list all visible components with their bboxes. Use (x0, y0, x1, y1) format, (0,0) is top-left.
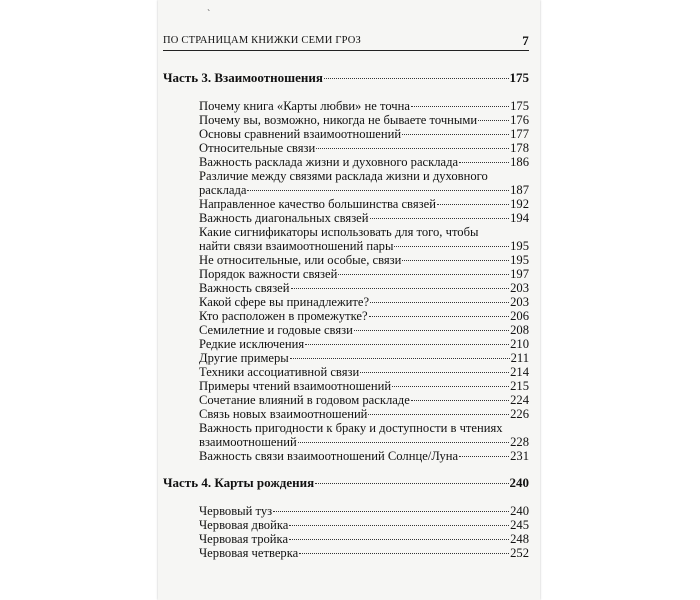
dot-leader (298, 442, 509, 443)
toc-entry-label: Семилетние и годовые связи (199, 323, 353, 337)
toc-entry (199, 407, 529, 421)
toc-entry-first-line: Различие между связями расклада жизни и духовного (199, 169, 488, 183)
toc-entry-label: Почему вы, возможно, никогда не бываете точными (199, 113, 478, 127)
toc-page-number: 187 (510, 183, 529, 197)
toc-entry (199, 337, 529, 351)
toc-entry (199, 518, 529, 532)
dot-leader (370, 218, 510, 219)
dot-leader (411, 106, 509, 107)
dot-leader (324, 78, 509, 79)
toc-page-number: 252 (510, 546, 529, 560)
toc-entry-label: Какой сфере вы принадлежите? (199, 295, 370, 309)
toc-page-number: 197 (510, 267, 529, 281)
toc-entry (199, 99, 529, 113)
toc-entry (199, 393, 529, 407)
toc-entry (199, 155, 529, 169)
dot-leader (369, 316, 510, 317)
toc-entry (199, 211, 529, 225)
toc-entry-label: Червовая четверка (199, 546, 299, 560)
toc-entry-label: Часть 3. Взаимоотношения (163, 70, 323, 85)
toc-entry (199, 253, 529, 267)
toc-page-number: 203 (510, 295, 529, 309)
header-rule (163, 50, 529, 51)
toc-entry-label: Важность расклада жизни и духовного расклада (199, 155, 459, 169)
toc-page-number: 224 (510, 393, 529, 407)
toc-entry-label: Порядок важности связей (199, 267, 338, 281)
toc-page-number: 177 (510, 127, 529, 141)
toc-entry-label: Относительные связи (199, 141, 316, 155)
toc-page-number: 176 (510, 113, 529, 127)
toc-entry (199, 281, 529, 295)
dot-leader (299, 553, 509, 554)
toc-entry-label: Редкие исключения (199, 337, 305, 351)
toc-page-number: 228 (510, 435, 529, 449)
toc-page-number: 240 (509, 475, 529, 490)
dot-leader (316, 148, 509, 149)
toc-entry (199, 546, 529, 560)
toc-page-number: 210 (510, 337, 529, 351)
toc-entry-label: Сочетание влияний в годовом раскладе (199, 393, 410, 407)
toc-entry (199, 183, 529, 197)
toc-entry (199, 435, 529, 449)
toc-page-number: 211 (510, 351, 529, 365)
toc-page-number: 178 (510, 141, 529, 155)
dot-leader (411, 400, 509, 401)
toc-entry-label: Основы сравнений взаимоотношений (199, 127, 402, 141)
toc-entry-label: Важность диагональных связей (199, 211, 369, 225)
toc-page-number: 231 (510, 449, 529, 463)
dot-leader (338, 274, 509, 275)
running-title: ПО СТРАНИЦАМ КНИЖКИ СЕМИ ГРОЗ (163, 35, 362, 46)
page-number: 7 (522, 33, 529, 48)
toc-entry-label: Червовая двойка (199, 518, 289, 532)
toc-entry-label: Кто расположен в промежутке? (199, 309, 368, 323)
toc-entry (199, 365, 529, 379)
toc-page-number: 192 (510, 197, 529, 211)
toc-entry (199, 267, 529, 281)
toc-entry (199, 532, 529, 546)
dot-leader (290, 358, 510, 359)
page-speck: ` (207, 9, 211, 20)
toc-entry-label: найти связи взаимоотношений пары (199, 239, 394, 253)
toc-page-number: 186 (510, 155, 529, 169)
toc-entry (199, 141, 529, 155)
toc-entry-label: Другие примеры (199, 351, 289, 365)
dot-leader (247, 190, 509, 191)
toc-page-number: 175 (510, 99, 529, 113)
toc-page-number: 226 (510, 407, 529, 421)
toc-part-4 (163, 476, 529, 490)
toc-entry (199, 309, 529, 323)
dot-leader (402, 134, 509, 135)
toc-page-number: 245 (510, 518, 529, 532)
toc-part-3 (163, 71, 529, 85)
toc-page-number: 195 (510, 253, 529, 267)
toc-entry-label: Примеры чтений взаимоотношений (199, 379, 392, 393)
dot-leader (305, 344, 509, 345)
dot-leader (402, 260, 509, 261)
dot-leader (478, 120, 509, 121)
toc-entry (199, 113, 529, 127)
toc-entry-first-line: Важность пригодности к браку и доступности в чтениях (199, 421, 503, 435)
toc-entry-label: Часть 4. Карты рождения (163, 475, 315, 490)
toc-page-number: 206 (510, 309, 529, 323)
toc-entry-first-line: Какие сигнификаторы использовать для того, чтобы (199, 225, 479, 239)
toc-page-number: 208 (510, 323, 529, 337)
toc-entry-label: Важность связи взаимоотношений Солнце/Луна (199, 449, 459, 463)
dot-leader (273, 511, 509, 512)
dot-leader (289, 525, 509, 526)
toc-entry (199, 504, 529, 518)
toc-entry (199, 295, 529, 309)
dot-leader (437, 204, 509, 205)
toc-page-number: 240 (510, 504, 529, 518)
dot-leader (360, 372, 509, 373)
toc-entry-label: Не относительные, или особые, связи (199, 253, 402, 267)
toc-page-number: 195 (510, 239, 529, 253)
dot-leader (354, 330, 509, 331)
dot-leader (368, 414, 509, 415)
dot-leader (459, 162, 509, 163)
toc-entry-label: Червовый туз (199, 504, 273, 518)
toc-page-number: 194 (510, 211, 529, 225)
toc-entry (199, 449, 529, 463)
toc-entry-label: Важность связей (199, 281, 290, 295)
toc-entry (199, 239, 529, 253)
toc-page-number: 248 (510, 532, 529, 546)
toc-page-number: 203 (510, 281, 529, 295)
toc-entry (199, 323, 529, 337)
toc-entry-label: расклада (199, 183, 247, 197)
toc-entry-label: Техники ассоциативной связи (199, 365, 360, 379)
toc-page-number: 214 (510, 365, 529, 379)
toc-entry (199, 379, 529, 393)
dot-leader (291, 288, 510, 289)
dot-leader (289, 539, 509, 540)
toc-entry-label: Связь новых взаимоотношений (199, 407, 368, 421)
toc-page-number: 215 (510, 379, 529, 393)
toc-page-number: 175 (509, 70, 529, 85)
toc-entry-label: Направленное качество большинства связей (199, 197, 436, 211)
dot-leader (315, 483, 508, 484)
toc-entry-label: взаимоотношений (199, 435, 297, 449)
dot-leader (459, 456, 509, 457)
toc-entry-label: Почему книга «Карты любви» не точна (199, 99, 410, 113)
toc-entry (199, 197, 529, 211)
dot-leader (394, 246, 509, 247)
dot-leader (370, 302, 509, 303)
dot-leader (392, 386, 509, 387)
toc-entry (199, 351, 529, 365)
toc-entry (199, 127, 529, 141)
toc-entry-label: Червовая тройка (199, 532, 289, 546)
